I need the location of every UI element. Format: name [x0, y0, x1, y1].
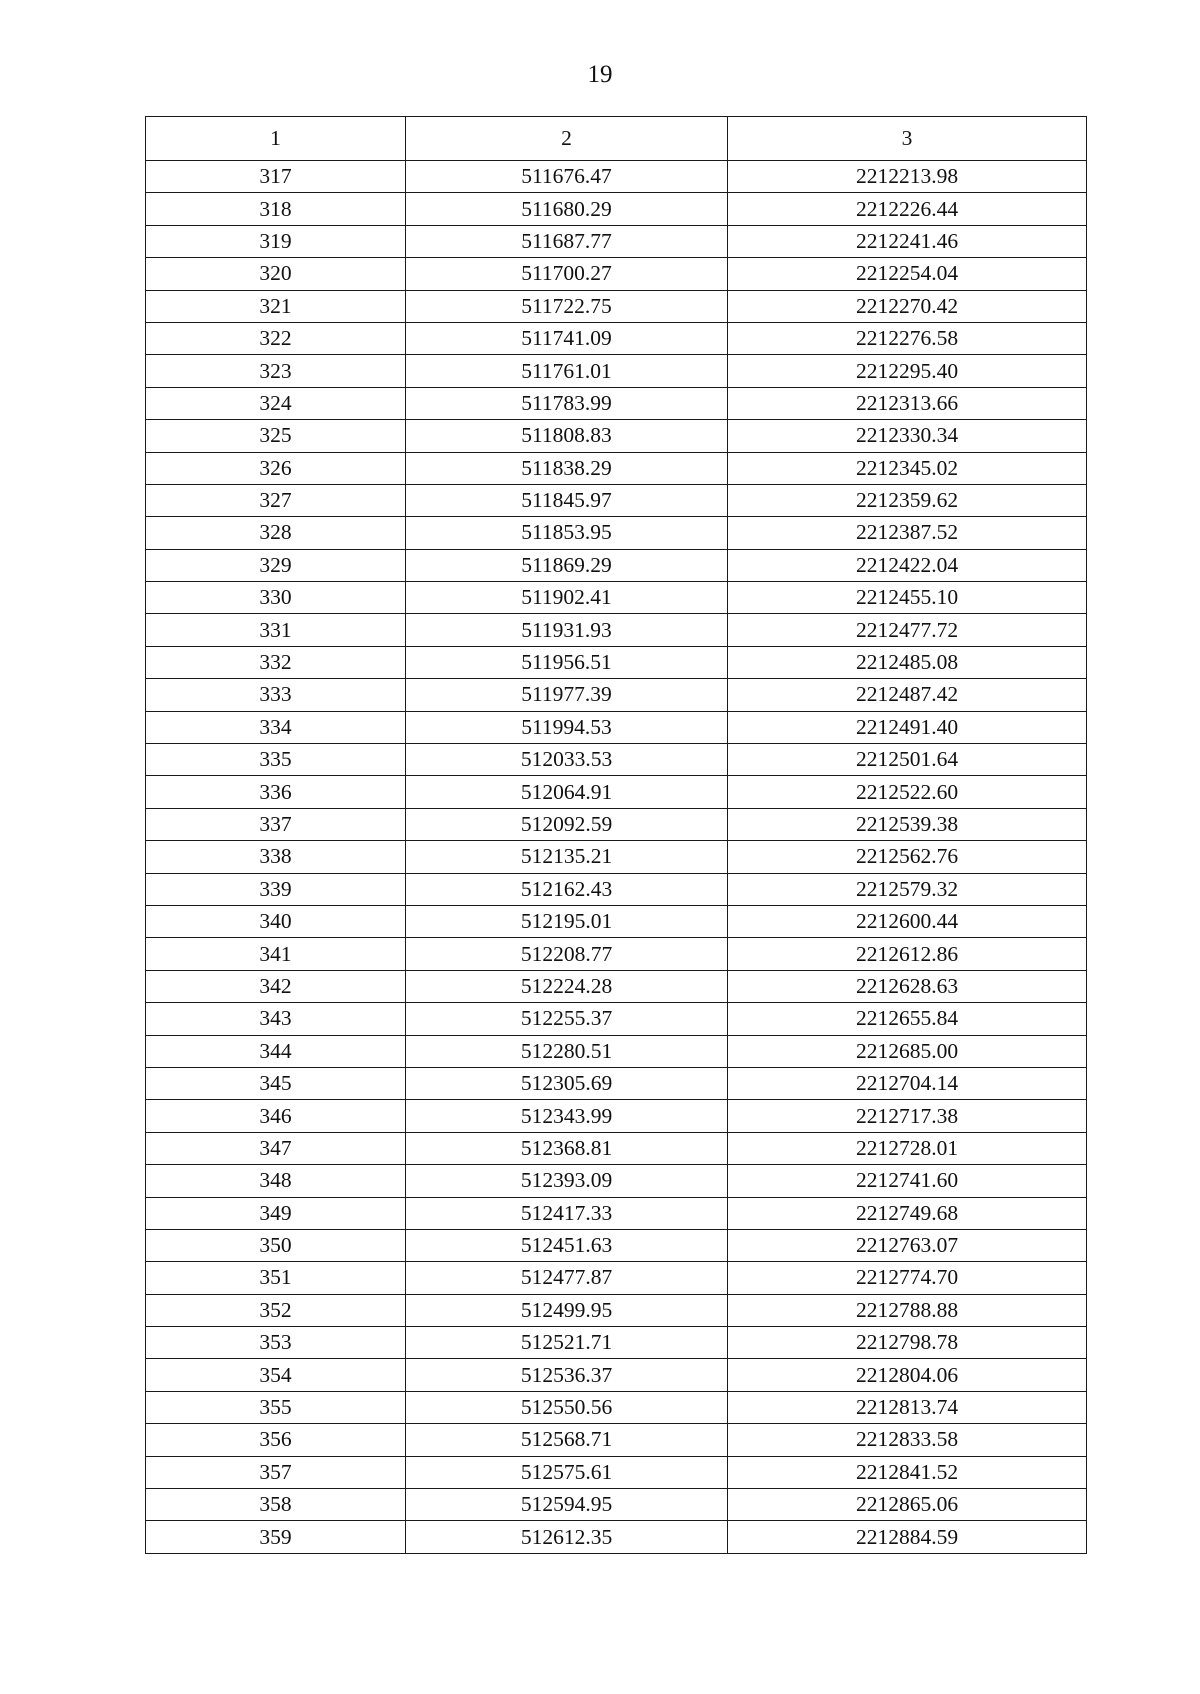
point-number-cell: 326 [146, 452, 406, 484]
x-coordinate-cell: 512550.56 [406, 1391, 728, 1423]
y-coordinate-cell: 2212330.34 [728, 420, 1087, 452]
y-coordinate-cell: 2212270.42 [728, 290, 1087, 322]
y-coordinate-cell: 2212539.38 [728, 808, 1087, 840]
table-row [146, 970, 1087, 1002]
y-coordinate-cell: 2212295.40 [728, 355, 1087, 387]
x-coordinate-cell: 511956.51 [406, 646, 728, 678]
y-coordinate-cell: 2212477.72 [728, 614, 1087, 646]
table-row [146, 1067, 1087, 1099]
point-number-cell: 321 [146, 290, 406, 322]
x-coordinate-cell: 512224.28 [406, 970, 728, 1002]
y-coordinate-cell: 2212254.04 [728, 258, 1087, 290]
table-row [146, 744, 1087, 776]
table-row [146, 614, 1087, 646]
point-number-cell: 325 [146, 420, 406, 452]
point-number-cell: 339 [146, 873, 406, 905]
y-coordinate-cell: 2212685.00 [728, 1035, 1087, 1067]
table-row [146, 1327, 1087, 1359]
y-coordinate-cell: 2212655.84 [728, 1003, 1087, 1035]
point-number-cell: 335 [146, 744, 406, 776]
table-row [146, 1165, 1087, 1197]
point-number-cell: 354 [146, 1359, 406, 1391]
point-number-cell: 338 [146, 841, 406, 873]
table-row [146, 549, 1087, 581]
table-row [146, 1035, 1087, 1067]
x-coordinate-cell: 512612.35 [406, 1521, 728, 1553]
point-number-cell: 355 [146, 1391, 406, 1423]
point-number-cell: 319 [146, 225, 406, 257]
table-row [146, 1003, 1087, 1035]
point-number-cell: 348 [146, 1165, 406, 1197]
table-row [146, 905, 1087, 937]
x-coordinate-cell: 511994.53 [406, 711, 728, 743]
x-coordinate-cell: 512280.51 [406, 1035, 728, 1067]
x-coordinate-cell: 511741.09 [406, 322, 728, 354]
x-coordinate-cell: 512135.21 [406, 841, 728, 873]
column-header-2: 2 [406, 117, 728, 161]
x-coordinate-cell: 511808.83 [406, 420, 728, 452]
point-number-cell: 336 [146, 776, 406, 808]
x-coordinate-cell: 511687.77 [406, 225, 728, 257]
table-row [146, 841, 1087, 873]
x-coordinate-cell: 511700.27 [406, 258, 728, 290]
point-number-cell: 346 [146, 1100, 406, 1132]
point-number-cell: 356 [146, 1424, 406, 1456]
point-number-cell: 337 [146, 808, 406, 840]
point-number-cell: 318 [146, 193, 406, 225]
y-coordinate-cell: 2212717.38 [728, 1100, 1087, 1132]
point-number-cell: 322 [146, 322, 406, 354]
table-row [146, 1100, 1087, 1132]
point-number-cell: 344 [146, 1035, 406, 1067]
table-row [146, 193, 1087, 225]
y-coordinate-cell: 2212798.78 [728, 1327, 1087, 1359]
table-row [146, 452, 1087, 484]
x-coordinate-cell: 511845.97 [406, 484, 728, 516]
x-coordinate-cell: 511722.75 [406, 290, 728, 322]
point-number-cell: 317 [146, 161, 406, 193]
y-coordinate-cell: 2212387.52 [728, 517, 1087, 549]
y-coordinate-cell: 2212763.07 [728, 1229, 1087, 1261]
table-row [146, 322, 1087, 354]
y-coordinate-cell: 2212485.08 [728, 646, 1087, 678]
table-row [146, 1391, 1087, 1423]
x-coordinate-cell: 511869.29 [406, 549, 728, 581]
table-header [146, 117, 1087, 161]
y-coordinate-cell: 2212728.01 [728, 1132, 1087, 1164]
table-row [146, 1294, 1087, 1326]
x-coordinate-cell: 512162.43 [406, 873, 728, 905]
y-coordinate-cell: 2212865.06 [728, 1489, 1087, 1521]
x-coordinate-cell: 512417.33 [406, 1197, 728, 1229]
x-coordinate-cell: 511838.29 [406, 452, 728, 484]
x-coordinate-cell: 512064.91 [406, 776, 728, 808]
table-row [146, 582, 1087, 614]
y-coordinate-cell: 2212704.14 [728, 1067, 1087, 1099]
y-coordinate-cell: 2212600.44 [728, 905, 1087, 937]
y-coordinate-cell: 2212276.58 [728, 322, 1087, 354]
table-row [146, 776, 1087, 808]
table-row [146, 355, 1087, 387]
y-coordinate-cell: 2212241.46 [728, 225, 1087, 257]
y-coordinate-cell: 2212741.60 [728, 1165, 1087, 1197]
table-row [146, 646, 1087, 678]
table-row [146, 1489, 1087, 1521]
table-row [146, 1229, 1087, 1261]
header-row [146, 117, 1087, 161]
point-number-cell: 349 [146, 1197, 406, 1229]
y-coordinate-cell: 2212501.64 [728, 744, 1087, 776]
point-number-cell: 353 [146, 1327, 406, 1359]
point-number-cell: 340 [146, 905, 406, 937]
x-coordinate-cell: 511853.95 [406, 517, 728, 549]
table-row [146, 1262, 1087, 1294]
x-coordinate-cell: 512208.77 [406, 938, 728, 970]
point-number-cell: 357 [146, 1456, 406, 1488]
x-coordinate-cell: 512499.95 [406, 1294, 728, 1326]
x-coordinate-cell: 511783.99 [406, 387, 728, 419]
y-coordinate-cell: 2212313.66 [728, 387, 1087, 419]
point-number-cell: 341 [146, 938, 406, 970]
x-coordinate-cell: 512195.01 [406, 905, 728, 937]
table-row [146, 517, 1087, 549]
y-coordinate-cell: 2212884.59 [728, 1521, 1087, 1553]
y-coordinate-cell: 2212491.40 [728, 711, 1087, 743]
point-number-cell: 351 [146, 1262, 406, 1294]
point-number-cell: 343 [146, 1003, 406, 1035]
y-coordinate-cell: 2212345.02 [728, 452, 1087, 484]
x-coordinate-cell: 512368.81 [406, 1132, 728, 1164]
y-coordinate-cell: 2212522.60 [728, 776, 1087, 808]
table-row [146, 808, 1087, 840]
x-coordinate-cell: 512451.63 [406, 1229, 728, 1261]
y-coordinate-cell: 2212788.88 [728, 1294, 1087, 1326]
point-number-cell: 347 [146, 1132, 406, 1164]
point-number-cell: 329 [146, 549, 406, 581]
y-coordinate-cell: 2212612.86 [728, 938, 1087, 970]
x-coordinate-cell: 511676.47 [406, 161, 728, 193]
x-coordinate-cell: 512568.71 [406, 1424, 728, 1456]
y-coordinate-cell: 2212487.42 [728, 679, 1087, 711]
table-row [146, 258, 1087, 290]
y-coordinate-cell: 2212422.04 [728, 549, 1087, 581]
point-number-cell: 358 [146, 1489, 406, 1521]
y-coordinate-cell: 2212841.52 [728, 1456, 1087, 1488]
x-coordinate-cell: 512536.37 [406, 1359, 728, 1391]
table-row [146, 1424, 1087, 1456]
y-coordinate-cell: 2212749.68 [728, 1197, 1087, 1229]
y-coordinate-cell: 2212579.32 [728, 873, 1087, 905]
page-number: 19 [587, 61, 613, 88]
table-body [146, 161, 1087, 1554]
table-row [146, 1521, 1087, 1553]
y-coordinate-cell: 2212804.06 [728, 1359, 1087, 1391]
y-coordinate-cell: 2212774.70 [728, 1262, 1087, 1294]
point-number-cell: 352 [146, 1294, 406, 1326]
table-row [146, 387, 1087, 419]
coordinates-table [145, 116, 1087, 1554]
table-row [146, 161, 1087, 193]
table-row [146, 711, 1087, 743]
y-coordinate-cell: 2212213.98 [728, 161, 1087, 193]
point-number-cell: 333 [146, 679, 406, 711]
y-coordinate-cell: 2212813.74 [728, 1391, 1087, 1423]
point-number-cell: 342 [146, 970, 406, 1002]
x-coordinate-cell: 512033.53 [406, 744, 728, 776]
x-coordinate-cell: 512521.71 [406, 1327, 728, 1359]
point-number-cell: 332 [146, 646, 406, 678]
point-number-cell: 330 [146, 582, 406, 614]
point-number-cell: 359 [146, 1521, 406, 1553]
table-row [146, 1359, 1087, 1391]
x-coordinate-cell: 512092.59 [406, 808, 728, 840]
y-coordinate-cell: 2212226.44 [728, 193, 1087, 225]
point-number-cell: 328 [146, 517, 406, 549]
table-row [146, 484, 1087, 516]
x-coordinate-cell: 512594.95 [406, 1489, 728, 1521]
table-row [146, 1197, 1087, 1229]
x-coordinate-cell: 511977.39 [406, 679, 728, 711]
table-row [146, 420, 1087, 452]
point-number-cell: 350 [146, 1229, 406, 1261]
point-number-cell: 327 [146, 484, 406, 516]
x-coordinate-cell: 511761.01 [406, 355, 728, 387]
x-coordinate-cell: 512575.61 [406, 1456, 728, 1488]
x-coordinate-cell: 512305.69 [406, 1067, 728, 1099]
y-coordinate-cell: 2212562.76 [728, 841, 1087, 873]
table-row [146, 1132, 1087, 1164]
point-number-cell: 334 [146, 711, 406, 743]
table-row [146, 225, 1087, 257]
y-coordinate-cell: 2212833.58 [728, 1424, 1087, 1456]
y-coordinate-cell: 2212455.10 [728, 582, 1087, 614]
table-row [146, 1456, 1087, 1488]
x-coordinate-cell: 512343.99 [406, 1100, 728, 1132]
column-header-1: 1 [146, 117, 406, 161]
point-number-cell: 320 [146, 258, 406, 290]
x-coordinate-cell: 511680.29 [406, 193, 728, 225]
table-row [146, 938, 1087, 970]
x-coordinate-cell: 511931.93 [406, 614, 728, 646]
table-row [146, 873, 1087, 905]
column-header-3: 3 [728, 117, 1087, 161]
point-number-cell: 323 [146, 355, 406, 387]
x-coordinate-cell: 512477.87 [406, 1262, 728, 1294]
x-coordinate-cell: 512255.37 [406, 1003, 728, 1035]
x-coordinate-cell: 511902.41 [406, 582, 728, 614]
y-coordinate-cell: 2212359.62 [728, 484, 1087, 516]
x-coordinate-cell: 512393.09 [406, 1165, 728, 1197]
point-number-cell: 331 [146, 614, 406, 646]
table-row [146, 679, 1087, 711]
point-number-cell: 345 [146, 1067, 406, 1099]
table-row [146, 290, 1087, 322]
point-number-cell: 324 [146, 387, 406, 419]
y-coordinate-cell: 2212628.63 [728, 970, 1087, 1002]
